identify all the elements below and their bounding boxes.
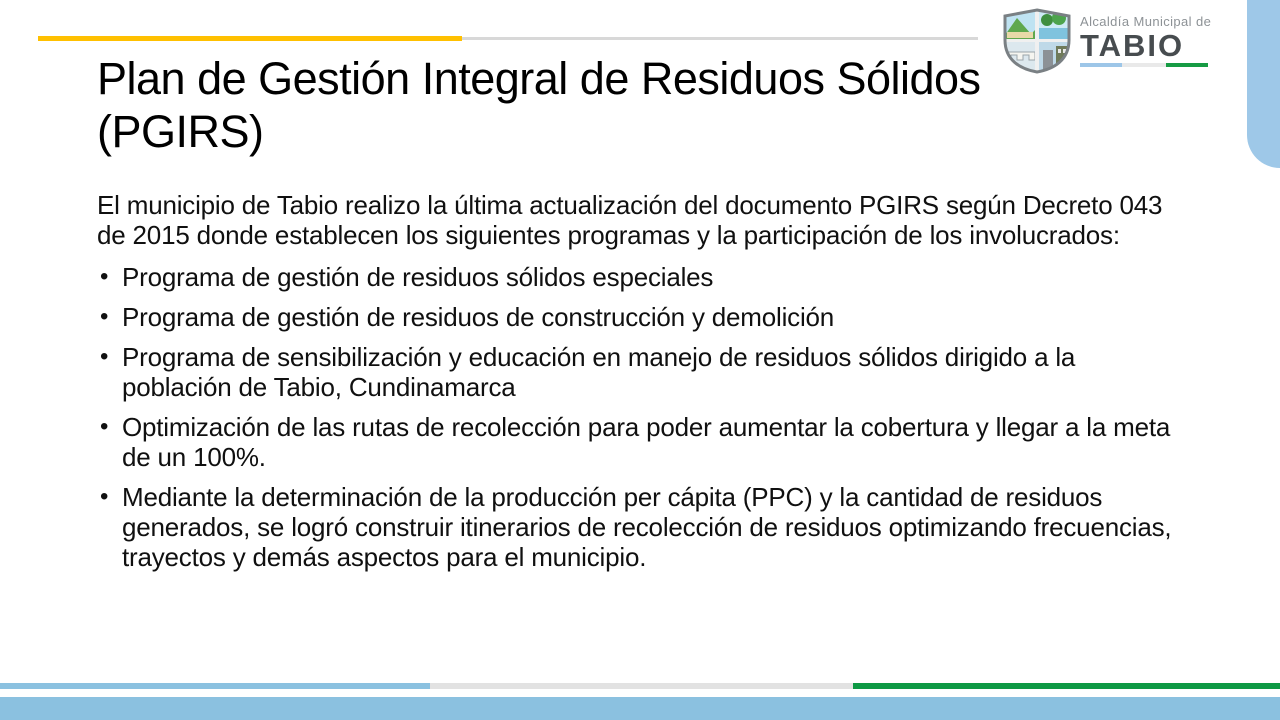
bullet-icon: • bbox=[100, 343, 109, 370]
top-divider-gray-segment bbox=[462, 37, 978, 40]
logo-name: TABIO bbox=[1080, 28, 1185, 63]
bullet-text: Programa de sensibilización y educación en manejo de residuos sólidos dirigido a la población de Tabio, Cundinamarca bbox=[122, 342, 1076, 402]
bullet-item bbox=[97, 342, 1189, 402]
bullet-text: Mediante la determinación de la producción per cápita (PPC) y la cantidad de residuos generados, se logró construir itinerarios de recolección de residuos optimizando frecuencias, trayectos y demás aspectos para el municipio. bbox=[122, 482, 1172, 572]
bullet-text: Optimización de las rutas de recolección para poder aumentar la cobertura y llegar a la meta de un 100%. bbox=[122, 412, 1171, 472]
bullet-icon: • bbox=[100, 413, 109, 440]
bullet-item bbox=[97, 302, 1189, 332]
bullet-icon: • bbox=[100, 483, 109, 510]
bullet-text: Programa de gestión de residuos de construcción y demolición bbox=[122, 302, 835, 332]
slide-body bbox=[97, 190, 1189, 582]
bottom-divider-green-segment bbox=[853, 683, 1280, 689]
bullet-item bbox=[97, 262, 1189, 292]
bullet-icon: • bbox=[100, 303, 109, 330]
logo-tagline: Alcaldía Municipal de bbox=[1080, 14, 1212, 29]
right-accent-shape bbox=[1247, 0, 1280, 168]
bullet-icon: • bbox=[100, 263, 109, 290]
bottom-divider-gray-segment bbox=[430, 683, 853, 689]
logo-underline-green bbox=[1166, 63, 1208, 67]
top-divider bbox=[38, 36, 978, 41]
bottom-divider-blue-segment bbox=[0, 683, 430, 689]
slide-title: Plan de Gestión Integral de Residuos Sólidos (PGIRS) bbox=[97, 53, 981, 158]
bullet-item bbox=[97, 482, 1189, 572]
bullet-text: Programa de gestión de residuos sólidos especiales bbox=[122, 262, 714, 292]
intro-paragraph: El municipio de Tabio realizo la última actualización del documento PGIRS según Decreto 043 de 2015 donde establecen los siguientes programas y la participación de los involucrados: bbox=[97, 190, 1163, 250]
bottom-accent-bar bbox=[0, 697, 1280, 720]
top-divider-yellow-segment bbox=[38, 36, 462, 41]
bullet-item bbox=[97, 412, 1189, 472]
bottom-divider bbox=[0, 683, 1280, 689]
